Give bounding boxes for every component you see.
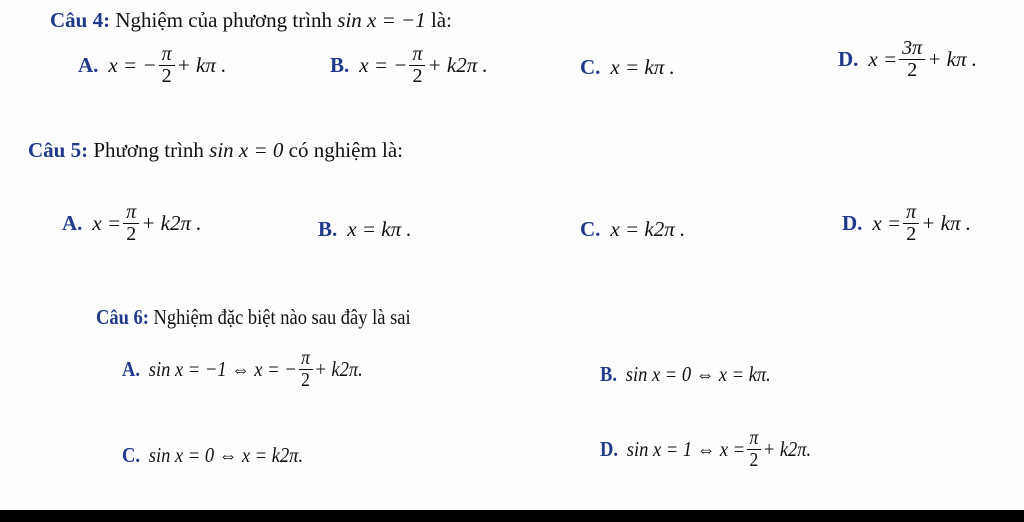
question-5-suffix: có nghiệm là: <box>288 138 403 162</box>
question-6-text: Nghiệm đặc biệt nào sau đây là sai <box>153 305 411 329</box>
question-6-label: Câu 6: <box>96 305 149 329</box>
option-expr-pre: x = − <box>108 53 157 77</box>
question-5-label: Câu 5: <box>28 138 89 162</box>
option-expr: sin x = 0 ⇔ x = kπ. <box>625 362 771 386</box>
option-expr-post: + kπ . <box>927 47 977 71</box>
option-letter: A. <box>62 211 83 235</box>
fraction <box>159 44 175 87</box>
option-letter: D. <box>838 47 859 71</box>
option-expr: sin x = 0 ⇔ x = k2π. <box>148 443 304 467</box>
option-expr: x = k2π . <box>610 217 686 241</box>
fraction-numerator: π <box>409 44 425 66</box>
option-letter: A. <box>78 53 99 77</box>
option-expr-post: + kπ . <box>921 211 971 235</box>
fraction <box>747 428 761 471</box>
fraction-numerator: π <box>159 44 175 66</box>
q4-option-a[interactable] <box>78 44 226 87</box>
q6-option-a[interactable] <box>122 348 363 391</box>
option-expr-pre: x = <box>92 211 122 235</box>
question-4-title <box>50 8 452 33</box>
fraction-denominator: 2 <box>412 65 423 87</box>
fraction <box>123 202 139 245</box>
fraction <box>409 44 425 87</box>
q6-option-d[interactable] <box>600 428 811 471</box>
option-expr-pre: sin x = 1 ⇔ x = <box>626 437 746 461</box>
option-expr-post: + k2π. <box>314 357 363 381</box>
option-letter: D. <box>842 211 863 235</box>
option-expr-post: + k2π. <box>762 437 812 461</box>
fraction-denominator: 2 <box>906 223 917 245</box>
option-letter: C. <box>580 217 601 241</box>
q5-option-a[interactable] <box>62 202 201 245</box>
q5-option-d[interactable] <box>842 202 971 245</box>
option-letter: B. <box>600 362 617 386</box>
fraction <box>899 38 925 81</box>
bottom-border-bar <box>0 510 1024 522</box>
question-5-equation: sin x = 0 <box>209 138 284 162</box>
question-5-title <box>28 138 403 163</box>
option-expr-post: + k2π . <box>141 211 202 235</box>
q4-option-c[interactable] <box>580 55 675 80</box>
q4-option-d[interactable] <box>838 38 977 81</box>
fraction <box>903 202 919 245</box>
question-5-text: Phương trình <box>93 138 204 162</box>
option-letter: C. <box>580 55 601 79</box>
option-expr-pre: x = <box>872 211 902 235</box>
option-expr-post: + k2π . <box>427 53 488 77</box>
fraction-denominator: 2 <box>126 223 137 245</box>
question-4-label: Câu 4: <box>50 8 111 32</box>
question-4-equation: sin x = −1 <box>337 8 426 32</box>
option-expr: x = kπ . <box>610 55 675 79</box>
fraction-denominator: 2 <box>907 59 918 81</box>
option-expr-pre: x = <box>868 47 898 71</box>
question-4-text: Nghiệm của phương trình <box>115 8 333 32</box>
question-4-suffix: là: <box>430 8 452 32</box>
fraction-numerator: π <box>747 428 761 450</box>
option-expr-pre: x = − <box>359 53 408 77</box>
fraction-denominator: 2 <box>749 449 759 471</box>
q6-option-c[interactable] <box>122 443 303 468</box>
q6-option-b[interactable] <box>600 362 771 387</box>
option-expr: x = kπ . <box>347 217 412 241</box>
q4-option-b[interactable] <box>330 44 488 87</box>
option-expr-pre: sin x = −1 ⇔ x = − <box>148 357 297 381</box>
option-letter: B. <box>330 53 350 77</box>
option-letter: D. <box>600 437 618 461</box>
option-letter: A. <box>122 357 140 381</box>
fraction <box>298 348 312 391</box>
option-letter: B. <box>318 217 338 241</box>
q5-option-b[interactable] <box>318 217 412 242</box>
fraction-numerator: 3π <box>899 38 925 60</box>
q5-option-c[interactable] <box>580 217 685 242</box>
option-expr-post: + kπ . <box>176 53 227 77</box>
fraction-denominator: 2 <box>301 369 310 391</box>
fraction-numerator: π <box>903 202 919 224</box>
fraction-numerator: π <box>123 202 139 224</box>
fraction-numerator: π <box>298 348 312 370</box>
question-6-title <box>96 305 411 330</box>
option-letter: C. <box>122 443 140 467</box>
fraction-denominator: 2 <box>161 65 172 87</box>
